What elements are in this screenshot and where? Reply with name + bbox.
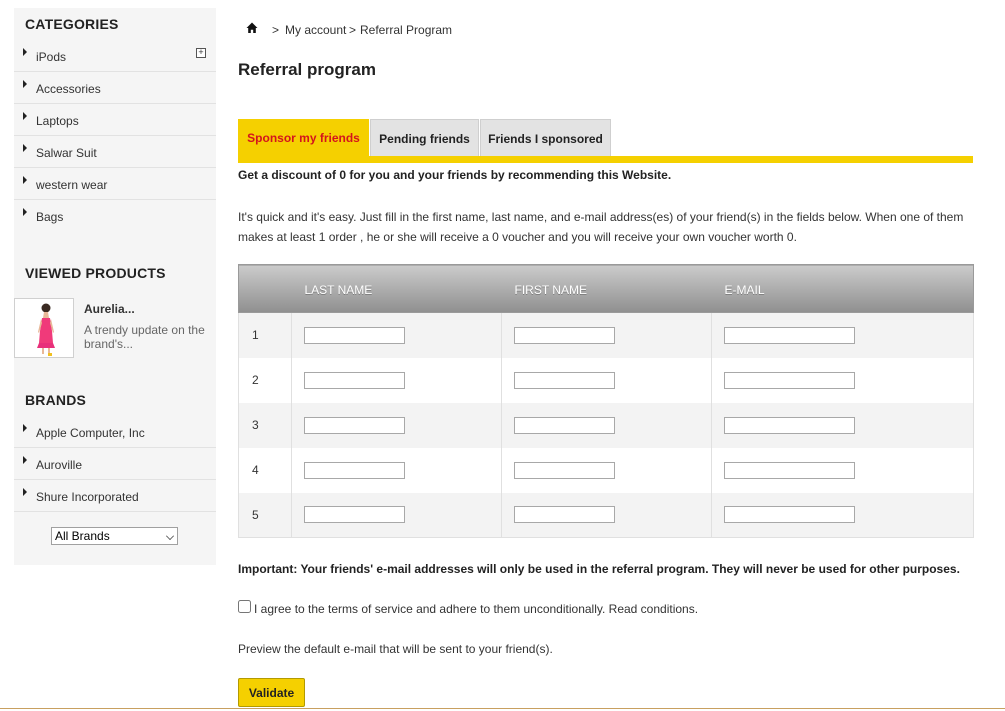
home-icon[interactable] bbox=[246, 22, 258, 34]
arrow-right-icon bbox=[23, 112, 27, 120]
arrow-right-icon bbox=[23, 208, 27, 216]
row-number: 4 bbox=[239, 448, 292, 493]
table-header-first-name bbox=[502, 265, 712, 313]
brand-item-apple[interactable] bbox=[14, 416, 216, 448]
table-row bbox=[239, 313, 974, 358]
arrow-right-icon bbox=[23, 424, 27, 432]
email-input[interactable] bbox=[724, 417, 855, 434]
category-label: western wear bbox=[36, 178, 108, 192]
tab-sponsor-my-friends[interactable]: Sponsor my friends bbox=[238, 119, 369, 156]
brands-select-value: All Brands bbox=[55, 529, 110, 543]
table-row bbox=[239, 403, 974, 448]
tab-pending-friends[interactable]: Pending friends bbox=[370, 119, 479, 156]
categories-title: CATEGORIES bbox=[25, 16, 119, 32]
first-name-input[interactable] bbox=[514, 372, 615, 389]
header-label: LAST NAME bbox=[304, 282, 373, 297]
table-header-email bbox=[712, 265, 974, 313]
category-item-western-wear[interactable] bbox=[14, 168, 216, 200]
category-label: Salwar Suit bbox=[36, 146, 97, 160]
breadcrumb-separator: > bbox=[349, 23, 357, 37]
header-label: FIRST NAME bbox=[514, 282, 587, 297]
first-name-input[interactable] bbox=[514, 417, 615, 434]
category-label: Bags bbox=[36, 210, 64, 224]
header-label: E-MAIL bbox=[724, 282, 765, 297]
first-name-input[interactable] bbox=[514, 506, 615, 523]
categories-list bbox=[14, 40, 216, 232]
table-header-row bbox=[239, 265, 974, 313]
brand-label: Shure Incorporated bbox=[36, 490, 139, 504]
breadcrumb-current: Referral Program bbox=[360, 23, 453, 37]
row-number: 3 bbox=[239, 403, 292, 448]
table-header-last-name bbox=[292, 265, 502, 313]
product-name[interactable]: Aurelia... bbox=[84, 302, 135, 316]
important-notice: Important: Your friends' e-mail addresses will only be used in the referral program. They will never be used for other purposes. bbox=[238, 562, 960, 576]
category-item-laptops[interactable] bbox=[14, 104, 216, 136]
row-number: 5 bbox=[239, 493, 292, 538]
last-name-input[interactable] bbox=[304, 327, 405, 344]
last-name-input[interactable] bbox=[304, 506, 405, 523]
category-label: iPods bbox=[36, 50, 67, 64]
brands-list bbox=[14, 416, 216, 512]
intro-text: It's quick and it's easy. Just fill in the first name, last name, and e-mail address(es) of your friend(s) in the fields below. When one of them makes at least 1 order , he or she will receive a 0 voucher and you will receive your own voucher worth 0. bbox=[238, 210, 964, 244]
friends-table bbox=[238, 264, 974, 538]
category-item-bags[interactable] bbox=[14, 200, 216, 232]
product-thumbnail[interactable] bbox=[14, 298, 74, 358]
email-input[interactable] bbox=[724, 462, 855, 479]
product-image-icon bbox=[15, 299, 73, 357]
tab-underline bbox=[238, 156, 973, 163]
last-name-input[interactable] bbox=[304, 417, 405, 434]
table-row bbox=[239, 358, 974, 403]
breadcrumb-separator: > bbox=[272, 23, 280, 37]
row-number: 2 bbox=[239, 358, 292, 403]
email-input[interactable] bbox=[724, 327, 855, 344]
brands-select[interactable] bbox=[51, 527, 178, 545]
page-title: Referral program bbox=[238, 60, 376, 79]
viewed-products-title: VIEWED PRODUCTS bbox=[25, 265, 166, 281]
row-number: 1 bbox=[239, 313, 292, 358]
table-row bbox=[239, 493, 974, 538]
terms-checkbox[interactable] bbox=[238, 600, 251, 613]
table-header-number bbox=[239, 265, 292, 313]
brands-title: BRANDS bbox=[25, 392, 87, 408]
discount-text: Get a discount of 0 for you and your friends by recommending this Website. bbox=[238, 168, 672, 182]
viewed-product-item[interactable] bbox=[14, 298, 216, 360]
terms-label[interactable] bbox=[254, 602, 698, 616]
arrow-right-icon bbox=[23, 144, 27, 152]
category-label: Laptops bbox=[36, 114, 79, 128]
first-name-input[interactable] bbox=[514, 327, 615, 344]
table-row bbox=[239, 448, 974, 493]
arrow-right-icon bbox=[23, 456, 27, 464]
arrow-right-icon bbox=[23, 48, 27, 56]
email-input[interactable] bbox=[724, 506, 855, 523]
category-item-accessories[interactable] bbox=[14, 72, 216, 104]
preview-email-link[interactable]: Preview the default e-mail that will be sent to your friend(s). bbox=[238, 642, 553, 656]
product-description: A trendy update on the brand's... bbox=[84, 323, 205, 351]
category-item-ipods[interactable] bbox=[14, 40, 216, 72]
brand-label: Auroville bbox=[36, 458, 83, 472]
brand-item-auroville[interactable] bbox=[14, 448, 216, 480]
chevron-down-icon bbox=[166, 532, 174, 540]
left-sidebar bbox=[14, 8, 216, 565]
brand-item-shure[interactable] bbox=[14, 480, 216, 512]
read-conditions-link[interactable]: Read conditions. bbox=[608, 602, 699, 616]
last-name-input[interactable] bbox=[304, 462, 405, 479]
validate-button[interactable]: Validate bbox=[238, 678, 305, 707]
arrow-right-icon bbox=[23, 176, 27, 184]
arrow-right-icon bbox=[23, 80, 27, 88]
email-input[interactable] bbox=[724, 372, 855, 389]
page-bottom-border bbox=[0, 708, 1005, 709]
category-item-salwar-suit[interactable] bbox=[14, 136, 216, 168]
plus-square-icon[interactable]: + bbox=[196, 48, 206, 58]
first-name-input[interactable] bbox=[514, 462, 615, 479]
breadcrumb-link-my-account[interactable]: My account bbox=[285, 23, 347, 37]
category-label: Accessories bbox=[36, 82, 101, 96]
tab-friends-i-sponsored[interactable]: Friends I sponsored bbox=[480, 119, 611, 156]
arrow-right-icon bbox=[23, 488, 27, 496]
brand-label: Apple Computer, Inc bbox=[36, 426, 145, 440]
last-name-input[interactable] bbox=[304, 372, 405, 389]
terms-text: I agree to the terms of service and adhere to them unconditionally. bbox=[254, 602, 606, 616]
